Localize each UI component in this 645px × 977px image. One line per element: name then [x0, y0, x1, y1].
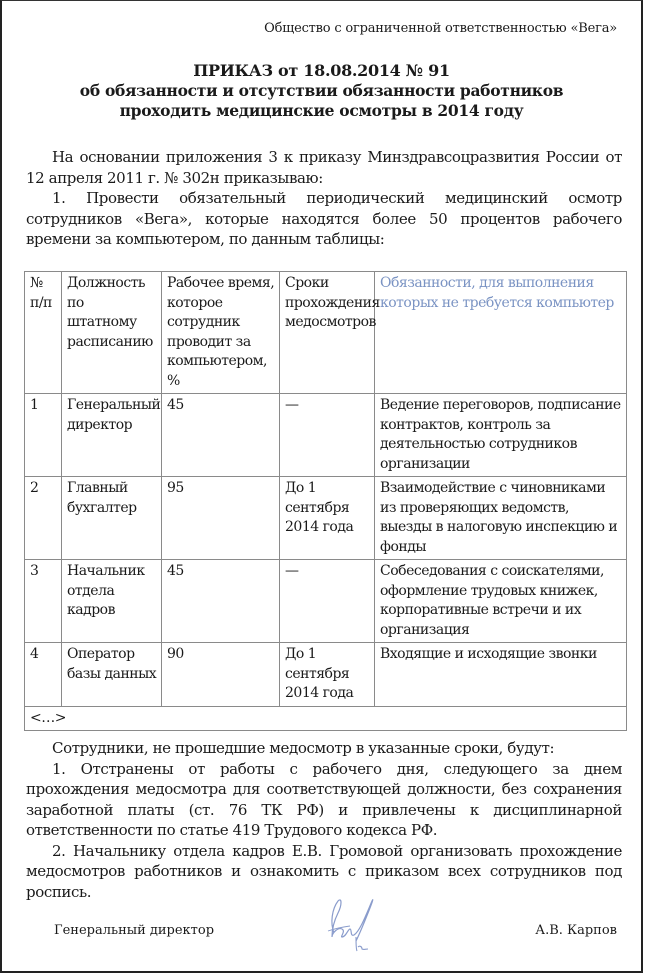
- order-title: [2, 61, 641, 121]
- cell-computer-time: 95: [162, 477, 280, 560]
- cell-ellipsis: <…>: [25, 706, 627, 731]
- intro-text: [26, 147, 622, 250]
- consequences-item1: 1. Отстранены от работы с рабочего дня, следующего за днем прохождения медосмотра для соответствующей должности, без сохранения заработной платы (ст. 76 ТК РФ) и привлечены к дисциплинарной ответственности по статье 419 Трудового кодекса РФ.: [26, 759, 622, 839]
- order-item2: 2. Начальнику отдела кадров Е.В. Громовой организовать прохождение медосмотров работников и ознакомить с приказом всех сотрудников под роспись.: [26, 841, 622, 901]
- cell-computer-time: 45: [162, 560, 280, 643]
- header-number: № п/п: [25, 272, 62, 394]
- cell-number: 1: [25, 394, 62, 477]
- signatory-name: А.В. Карпов: [535, 923, 617, 938]
- cell-position: Главный бухгалтер: [62, 477, 162, 560]
- cell-exam-deadline: —: [280, 560, 375, 643]
- consequences-intro: Сотрудники, не прошедшие медосмотр в указанные сроки, будут:: [52, 739, 555, 757]
- cell-position: Генеральный директор: [62, 394, 162, 477]
- cell-exam-deadline: До 1 сентября 2014 года: [280, 477, 375, 560]
- handwritten-signature: [320, 893, 390, 955]
- cell-duties: Ведение переговоров, подписание контрактов, контроль за деятельностью сотрудников организации: [375, 394, 627, 477]
- table-header-row: [25, 272, 627, 394]
- header-duties: Обязанности, для выполнения которых не требуется компьютер: [375, 272, 627, 394]
- cell-computer-time: 90: [162, 643, 280, 707]
- order-title-subject-line1: об обязанности и отсутствии обязанности работников: [79, 81, 564, 100]
- cell-computer-time: 45: [162, 394, 280, 477]
- intro-paragraph-item1: 1. Провести обязательный периодический медицинский осмотр сотрудников «Вега», которые находятся более 50 процентов рабочего времени за компьютером, по данным таблицы:: [26, 189, 622, 248]
- table-row: [25, 643, 627, 707]
- signatory-position: Генеральный директор: [54, 923, 215, 938]
- header-position: Должность по штатному расписанию: [62, 272, 162, 394]
- table-row: [25, 394, 627, 477]
- cell-duties: Входящие и исходящие звонки: [375, 643, 627, 707]
- cell-number: 4: [25, 643, 62, 707]
- cell-duties: Взаимодействие с чиновниками из проверяющих ведомств, выезды в налоговую инспекцию и фонды: [375, 477, 627, 560]
- table-row: [25, 477, 627, 560]
- consequences-text: [26, 738, 622, 902]
- table-ellipsis-row: [25, 706, 627, 731]
- cell-number: 2: [25, 477, 62, 560]
- cell-exam-deadline: —: [280, 394, 375, 477]
- order-title-number: ПРИКАЗ от 18.08.2014 № 91: [193, 61, 450, 80]
- cell-position: Оператор базы данных: [62, 643, 162, 707]
- cell-exam-deadline: До 1 сентября 2014 года: [280, 643, 375, 707]
- cell-position: Начальник отдела кадров: [62, 560, 162, 643]
- cell-duties: Собеседования с соискателями, оформление трудовых книжек, корпоративные встречи и их организация: [375, 560, 627, 643]
- intro-paragraph-basis: На основании приложения 3 к приказу Минздравсоцразвития России от 12 апреля 2011 г. № 302н приказываю:: [26, 148, 622, 187]
- medical-exam-table: [24, 271, 627, 731]
- header-exam-deadline: Сроки прохождения медосмотров: [280, 272, 375, 394]
- organization-name: Общество с ограниченной ответственностью «Вега»: [264, 21, 617, 36]
- table-row: [25, 560, 627, 643]
- order-title-subject-line2: проходить медицинские осмотры в 2014 году: [119, 101, 524, 120]
- cell-number: 3: [25, 560, 62, 643]
- header-computer-time: Рабочее время, которое сотрудник проводит за компьютером, %: [162, 272, 280, 394]
